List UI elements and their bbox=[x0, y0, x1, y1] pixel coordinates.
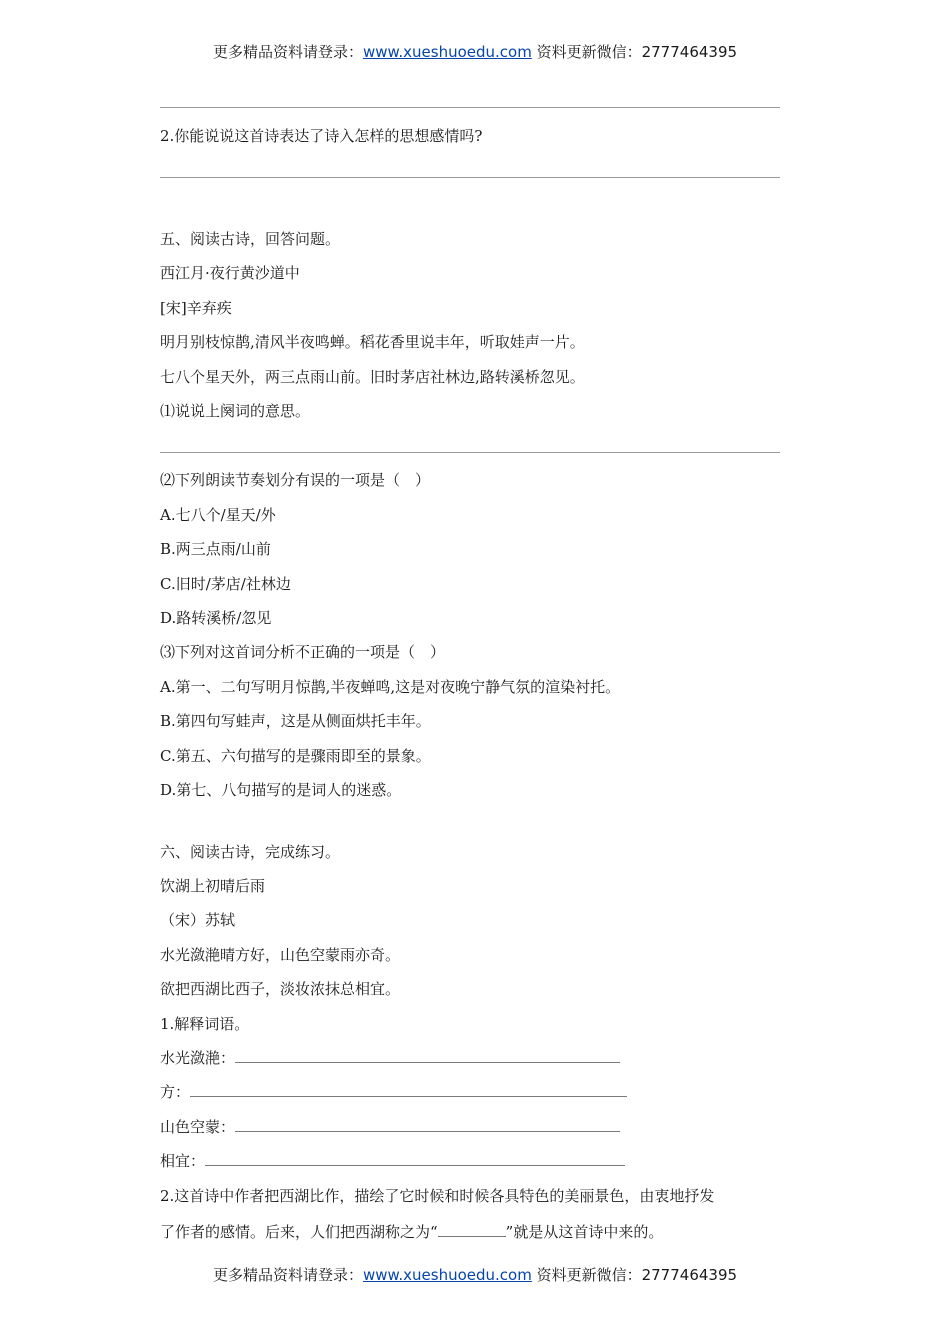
answer-line bbox=[160, 177, 780, 178]
s5-q2-option-a: A.七八个/星天/外 bbox=[160, 506, 276, 524]
s5-title: 五、阅读古诗，回答问题。 bbox=[160, 230, 341, 248]
s5-author: [宋]辛弃疾 bbox=[160, 299, 232, 317]
term-answer-blank[interactable] bbox=[235, 1048, 620, 1063]
s6-question-2-line-1: 2.这首诗中作者把西湖比作，描绘了它时候和时候各具特色的美丽景色，由衷地抒发 bbox=[160, 1187, 715, 1205]
s6-term-row bbox=[160, 1048, 620, 1068]
s5-q3-option-a: A.第一、二句写明月惊鹊,半夜蝉鸣,这是对夜晚宁静气氛的渲染衬托。 bbox=[160, 678, 621, 696]
answer-line bbox=[160, 452, 780, 453]
footer-prefix: 更多精品资料请登录： bbox=[212, 1266, 363, 1284]
s5-poem-title: 西江月·夜行黄沙道中 bbox=[160, 264, 300, 282]
s5-question-1: ⑴说说上阕词的意思。 bbox=[160, 402, 311, 420]
s5-poem-line-2: 七八个星天外，两三点雨山前。旧时茅店社林边,路转溪桥忽见。 bbox=[160, 368, 585, 386]
answer-line bbox=[160, 107, 780, 108]
s6-author: （宋）苏轼 bbox=[160, 911, 236, 929]
s5-q3-option-c: C.第五、六句描写的是骤雨即至的景象。 bbox=[160, 747, 431, 765]
footer-suffix: 资料更新微信：2777464395 bbox=[531, 1266, 738, 1284]
header-suffix: 资料更新微信：2777464395 bbox=[531, 43, 738, 61]
term-answer-blank[interactable] bbox=[235, 1117, 620, 1132]
q2-answer-blank[interactable] bbox=[438, 1222, 506, 1237]
s6-term-row bbox=[160, 1151, 625, 1171]
s5-question-3: ⑶下列对这首词分析不正确的一项是（ ） bbox=[160, 643, 446, 661]
term-label: 相宜： bbox=[160, 1152, 206, 1170]
term-label: 山色空蒙： bbox=[160, 1118, 236, 1136]
s5-question-2: ⑵下列朗读节奏划分有误的一项是（ ） bbox=[160, 471, 431, 489]
s6-question-2-line-2 bbox=[160, 1222, 663, 1242]
s5-q2-option-b: B.两三点雨/山前 bbox=[160, 540, 271, 558]
term-answer-blank[interactable] bbox=[205, 1151, 625, 1166]
s6-poem-title: 饮湖上初晴后雨 bbox=[160, 877, 266, 895]
s4-question-2: 2.你能说说这首诗表达了诗入怎样的思想感情吗? bbox=[160, 127, 483, 145]
s5-q2-option-d: D.路转溪桥/忽见 bbox=[160, 609, 272, 627]
header-link[interactable]: www.xueshuoedu.com bbox=[362, 43, 532, 61]
page-footer bbox=[0, 1264, 950, 1285]
footer-link[interactable]: www.xueshuoedu.com bbox=[362, 1266, 532, 1284]
s6-term-row bbox=[160, 1117, 620, 1137]
s6-poem-line-2: 欲把西湖比西子，淡妆浓抹总相宜。 bbox=[160, 980, 401, 998]
q2-text-a: 了作者的感情。后来，人们把西湖称之为“ bbox=[160, 1223, 438, 1241]
s5-q3-option-b: B.第四句写蛙声，这是从侧面烘托丰年。 bbox=[160, 712, 431, 730]
s5-q3-option-d: D.第七、八句描写的是词人的迷惑。 bbox=[160, 781, 402, 799]
s6-poem-line-1: 水光潋滟晴方好，山色空蒙雨亦奇。 bbox=[160, 946, 401, 964]
term-label: 方： bbox=[160, 1083, 191, 1101]
page-header bbox=[0, 41, 950, 62]
s6-question-1: 1.解释词语。 bbox=[160, 1015, 250, 1033]
header-prefix: 更多精品资料请登录： bbox=[212, 43, 363, 61]
s5-q2-option-c: C.旧时/茅店/社林边 bbox=[160, 575, 291, 593]
q2-text-b: ”就是从这首诗中来的。 bbox=[505, 1223, 664, 1241]
s6-term-row bbox=[160, 1082, 627, 1102]
s6-title: 六、阅读古诗，完成练习。 bbox=[160, 843, 341, 861]
term-answer-blank[interactable] bbox=[190, 1082, 627, 1097]
s5-poem-line-1: 明月别枝惊鹊,清风半夜鸣蝉。稻花香里说丰年，听取娃声一片。 bbox=[160, 333, 585, 351]
term-label: 水光潋滟： bbox=[160, 1049, 236, 1067]
